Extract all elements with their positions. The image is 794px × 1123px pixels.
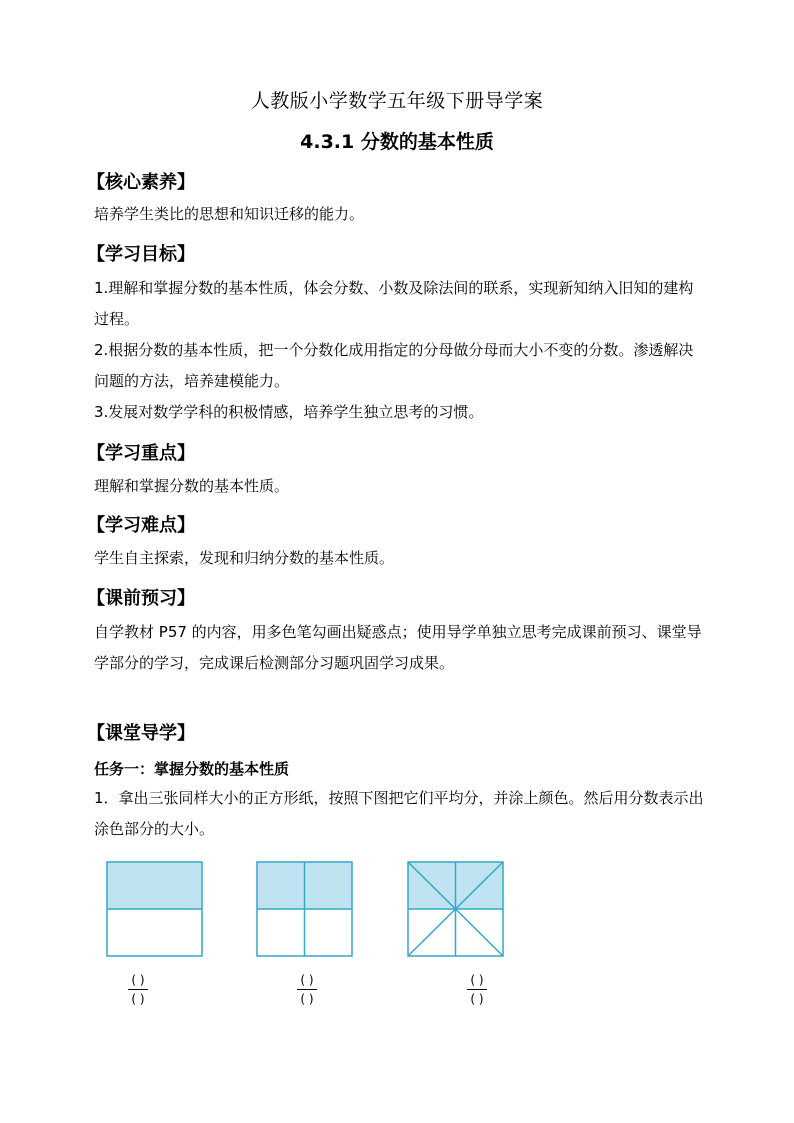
- denominator-blank: ( ): [300, 992, 314, 1006]
- numerator-blank: ( ): [300, 973, 314, 987]
- section-heading-guide: 【课堂导学】: [87, 723, 195, 744]
- denominator-blank: ( ): [131, 992, 145, 1006]
- goal-item-1: 1.理解和掌握分数的基本性质，体会分数、小数及除法间的联系，实现新知纳入旧知的建构过程。: [94, 279, 694, 328]
- section-heading-preview: 【课前预习】: [87, 588, 195, 609]
- goal-item-3: 3.发展对数学学科的积极情感，培养学生独立思考的习惯。: [94, 403, 484, 421]
- shaded-region: [107, 862, 202, 909]
- preview-text: 自学教材 P57 的内容，用多色笔勾画出疑惑点；使用导学单独立思考完成课前预习、课堂导学部分的学习，完成课后检测部分习题巩固学习成果。: [94, 623, 702, 672]
- section-heading-goals: 【学习目标】: [87, 244, 195, 265]
- square-quarters: [257, 862, 352, 956]
- goal-item-2: 2.根据分数的基本性质，把一个分数化成用指定的分母做分母而大小不变的分数。渗透解决问题的方法，培养建模能力。: [94, 341, 694, 390]
- difficulty-text: 学生自主探索，发现和归纳分数的基本性质。: [94, 549, 395, 567]
- question-1-text: 1．拿出三张同样大小的正方形纸，按照下图把它们平均分，并涂上颜色。然后用分数表示出涂色部分的大小。: [94, 789, 704, 838]
- core-text: 培养学生类比的思想和知识迁移的能力。: [94, 205, 365, 223]
- square-halves: [107, 862, 202, 956]
- fraction-blank-2[interactable]: [292, 973, 322, 1006]
- fraction-blank-1[interactable]: [123, 973, 153, 1006]
- fraction-blank-3[interactable]: [462, 973, 492, 1006]
- key-text: 理解和掌握分数的基本性质。: [94, 477, 290, 495]
- fraction-bar: [467, 989, 487, 990]
- fraction-figures: [0, 855, 794, 965]
- figures-area: [0, 855, 794, 1025]
- task-title: 任务一：掌握分数的基本性质: [94, 760, 290, 778]
- fraction-bar: [128, 989, 148, 990]
- fraction-bar: [297, 989, 317, 990]
- numerator-blank: ( ): [131, 973, 145, 987]
- denominator-blank: ( ): [470, 992, 484, 1006]
- numerator-blank: ( ): [470, 973, 484, 987]
- section-heading-difficulty: 【学习难点】: [87, 515, 195, 536]
- square-eighths: [408, 862, 503, 956]
- lesson-title: 4.3.1 分数的基本性质: [300, 131, 494, 153]
- section-heading-core: 【核心素养】: [87, 172, 195, 193]
- page-title: 人教版小学数学五年级下册导学案: [250, 90, 544, 112]
- section-heading-key: 【学习重点】: [87, 443, 195, 464]
